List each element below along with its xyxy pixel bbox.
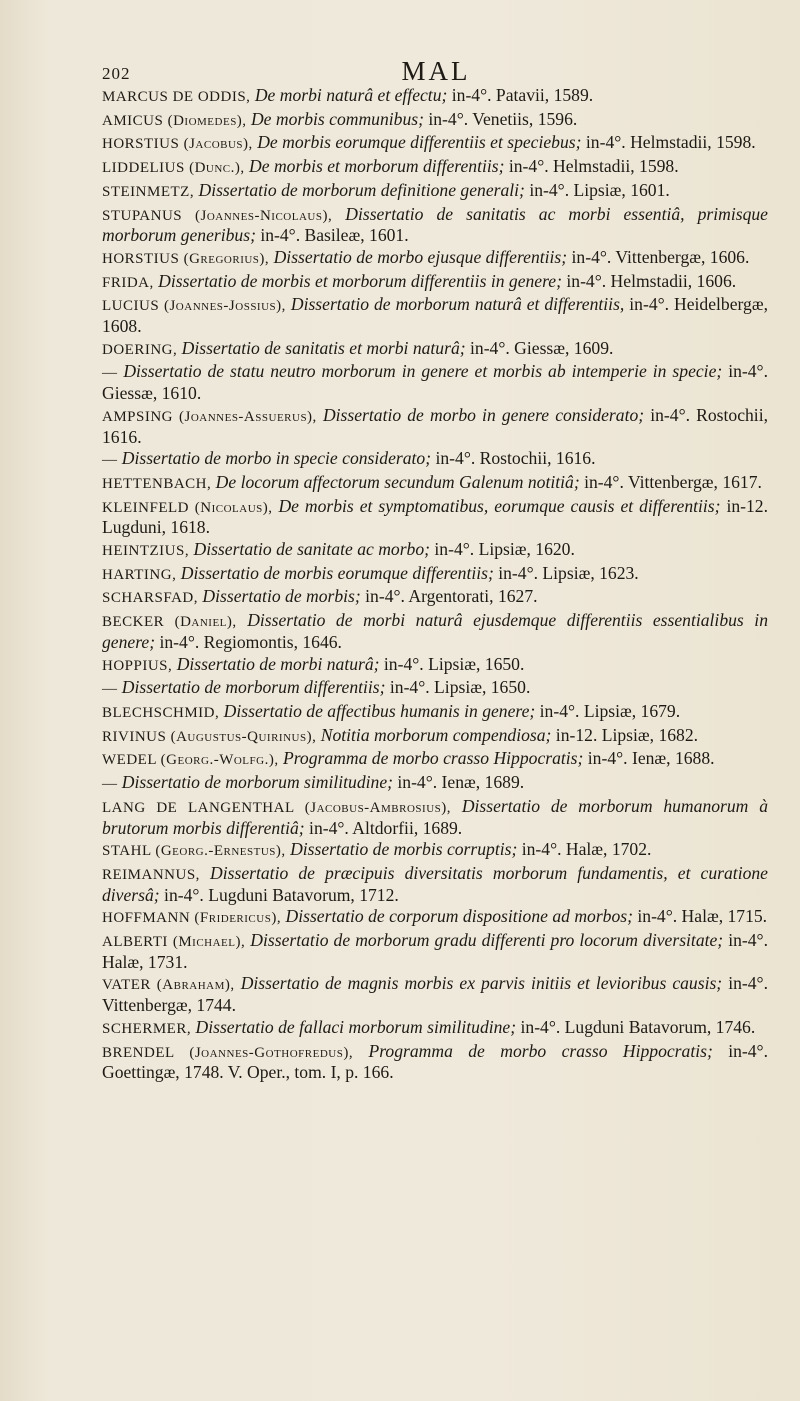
entry-title: Dissertatio de statu neutro morborum in genere et morbis ab intemperie in specie; (123, 361, 723, 382)
entry-author: MARCUS DE ODDIS, (102, 89, 251, 105)
bibliography-entry (102, 540, 768, 562)
bibliography-entry (102, 864, 768, 905)
entry-author: HOFFMANN (Fridericus), (102, 910, 282, 927)
entry-author: DOERING, (102, 341, 178, 358)
page-number: 202 (102, 64, 131, 83)
entry-title: Dissertatio de morborum naturâ et differentiis, (290, 294, 625, 315)
entry-author: STEINMETZ, (102, 183, 195, 200)
entry-author: REIMANNUS, (102, 866, 200, 883)
entry-imprint: in-4°. Ienæ, 1688. (583, 748, 715, 769)
entry-author: AMICUS (Diomedes), (102, 112, 247, 129)
entry-title: Dissertatio de morbi naturâ; (176, 653, 380, 674)
entry-imprint: in-4°. Lipsiæ, 1650. (379, 653, 525, 674)
bibliography-entry (102, 133, 768, 155)
entry-author: KLEINFELD (Nicolaus), (102, 499, 273, 516)
entry-title: Dissertatio de morborum humanorum à brutorum morbis differentiâ; (102, 795, 768, 838)
entry-imprint: in-4°. Lipsiæ, 1650. (385, 677, 531, 698)
entry-author: HEINTZIUS, (102, 543, 190, 560)
bibliography-entry (102, 473, 768, 495)
entry-imprint: in-4°. Giessæ, 1609. (465, 337, 614, 358)
entry-imprint: in-4°. Vittenbergæ, 1744. (102, 973, 768, 1016)
entry-imprint: in-4°. Basileæ, 1601. (255, 225, 409, 246)
entry-title: Dissertatio de magnis morbis ex parvis initiis et levioribus causis; (240, 973, 723, 994)
entry-imprint: in-4°. Helmstadii, 1598. (504, 156, 679, 177)
entry-imprint: in-4°. Lugduni Batavorum, 1746. (516, 1016, 756, 1037)
entry-author: RIVINUS (Augustus-Quirinus), (102, 728, 317, 745)
entry-imprint: in-4°. Helmstadii, 1606. (561, 270, 737, 291)
bibliography-entry (102, 205, 768, 246)
entry-imprint: in-4°. Heidelbergæ, 1608. (102, 294, 768, 337)
bibliography-entry (102, 110, 768, 132)
entry-imprint: in-4°. Vittenbergæ, 1606. (567, 246, 750, 267)
entry-author: — (102, 365, 124, 382)
running-head: MAL (401, 56, 471, 86)
entry-author: HARTING, (102, 566, 177, 583)
entry-title: Dissertatio de corporum dispositione ad morbos; (285, 906, 633, 927)
entry-title: De morbi naturâ et effectu; (254, 85, 448, 105)
bibliography-entry (102, 86, 768, 108)
bibliography-entry (102, 907, 768, 929)
bibliography-entry (102, 611, 768, 652)
bibliography-entry (102, 339, 768, 361)
bibliography-entry (102, 974, 768, 1015)
entry-title: Dissertatio de morbis eorumque differentiis; (180, 562, 494, 583)
entry-author: LIDDELIUS (Dunc.), (102, 160, 245, 177)
entry-author: HOPPIUS, (102, 657, 173, 674)
entry-title: Dissertatio de affectibus humanis in genere; (223, 700, 536, 721)
bibliography-entry (102, 797, 768, 838)
entry-author: AMPSING (Joannes-Assuerus), (102, 408, 317, 425)
entry-title: De locorum affectorum secundum Galenum notitiâ; (215, 471, 580, 492)
entry-author: ALBERTI (Michael), (102, 934, 246, 951)
entry-imprint: in-12. Lipsiæ, 1682. (551, 724, 699, 745)
bibliography-entry (102, 157, 768, 179)
entry-imprint: in-4°. Rostochii, 1616. (431, 448, 596, 469)
entry-author: SCHARSFAD, (102, 590, 199, 607)
entry-author: VATER (Abraham), (102, 977, 235, 994)
entry-imprint: in-4°. Altdorfii, 1689. (304, 817, 463, 838)
bibliography-entry (102, 295, 768, 336)
bibliography-entry (102, 272, 768, 294)
entry-imprint: in-4°. Argentorati, 1627. (360, 586, 538, 607)
entry-title: Dissertatio de morbis corruptis; (290, 839, 518, 860)
bibliography-entry (102, 587, 768, 609)
bibliography-entry (102, 1018, 768, 1040)
entry-imprint: in-12. Lugduni, 1618. (102, 495, 768, 538)
entry-title: Programma de morbo crasso Hippocratis; (368, 1040, 713, 1061)
bibliography-entry (102, 1042, 768, 1083)
entry-title: De morbis communibus; (250, 108, 424, 129)
entry-title: Dissertatio de sanitatis et morbi naturâ; (181, 337, 466, 358)
entry-author: BLECHSCHMID, (102, 704, 220, 721)
entry-imprint: in-4°. Halæ, 1702. (517, 839, 652, 860)
entry-title: Dissertatio de præcipuis diversitatis morborum fundamentis, et curatione diversâ; (102, 862, 768, 905)
entry-author: HETTENBACH, (102, 475, 212, 492)
bibliography-entry (102, 655, 768, 677)
entry-title: Dissertatio de morborum similitudine; (121, 772, 393, 793)
bibliography-entry (102, 702, 768, 724)
entry-imprint: in-4°. Lugduni Batavorum, 1712. (159, 884, 399, 905)
entry-title: Dissertatio de morborum definitione generali; (198, 179, 525, 200)
bibliography-entry (102, 931, 768, 972)
bibliography-entry (102, 497, 768, 538)
bibliography-entry (102, 840, 768, 862)
bibliography-entry (102, 248, 768, 270)
bibliography-entry (102, 362, 768, 403)
entry-title: Dissertatio de morbo in specie considerato; (121, 448, 432, 469)
entry-title: Dissertatio de morbo ejusque differentiis; (273, 246, 568, 267)
entry-imprint: in-4°. Vittenbergæ, 1617. (579, 471, 762, 492)
entry-imprint: in-4°. Giessæ, 1610. (102, 361, 768, 404)
entry-author: FRIDA, (102, 274, 154, 291)
entry-imprint: in-4°. Halæ, 1715. (632, 906, 768, 927)
bibliography-entry (102, 678, 768, 700)
bibliography-entry (102, 773, 768, 795)
bibliography-list (102, 86, 768, 1085)
entry-title: De morbis et symptomatibus, eorumque causis et differentiis; (278, 495, 721, 516)
entry-imprint: in-4°. Halæ, 1731. (102, 930, 768, 972)
entry-title: Notitia morborum compendiosa; (320, 724, 552, 745)
entry-title: Dissertatio de morbis et morborum differentiis in genere; (158, 270, 562, 291)
entry-imprint: in-4°. Helmstadii, 1598. (581, 132, 756, 153)
entry-title: Dissertatio de morbo in genere considerato; (322, 404, 645, 425)
entry-imprint: in-4°. Rostochii, 1616. (102, 404, 768, 447)
entry-title: Dissertatio de sanitatis ac morbi essentiâ, primisque morborum generibus; (102, 203, 768, 246)
bibliography-entry (102, 181, 768, 203)
entry-author: STAHL (Georg.-Ernestus), (102, 843, 286, 860)
entry-imprint: in-4°. Lipsiæ, 1601. (524, 179, 670, 200)
entry-imprint: in-4°. Lipsiæ, 1623. (493, 562, 639, 583)
entry-author: — (102, 452, 122, 469)
entry-imprint: in-4°. Ienæ, 1689. (392, 772, 525, 793)
entry-imprint: in-4°. Venetiis, 1596. (423, 108, 578, 129)
entry-imprint: in-4°. Regiomontis, 1646. (155, 631, 342, 652)
entry-imprint: in-4°. Lipsiæ, 1620. (430, 539, 575, 560)
entry-author: WEDEL (Georg.-Wolfg.), (102, 752, 279, 769)
entry-title: Dissertatio de morborum gradu differenti pro locorum diversitate; (250, 930, 724, 951)
entry-author: BRENDEL (Joannes-Gothofredus), (102, 1044, 354, 1061)
entry-author: STUPANUS (Joannes-Nicolaus), (102, 207, 333, 224)
entry-title: Dissertatio de morbis; (202, 586, 361, 607)
entry-title: De morbis et morborum differentiis; (249, 156, 505, 177)
entry-title: Programma de morbo crasso Hippocratis; (282, 748, 584, 769)
entry-author: — (102, 776, 122, 793)
entry-title: Dissertatio de sanitate ac morbo; (193, 539, 431, 560)
bibliography-entry (102, 449, 768, 471)
entry-title: Dissertatio de fallaci morborum similitudine; (195, 1016, 517, 1037)
entry-author: — (102, 681, 122, 698)
entry-imprint: in-4°. Lipsiæ, 1679. (535, 700, 681, 721)
entry-imprint: in-4°. Patavii, 1589. (447, 85, 594, 105)
entry-author: HORSTIUS (Gregorius), (102, 250, 270, 267)
bibliography-entry (102, 749, 768, 771)
bibliography-entry (102, 564, 768, 586)
entry-author: SCHERMER, (102, 1020, 192, 1037)
entry-imprint: in-4°. Goettingæ, 1748. V. Oper., tom. I, p. 166. (102, 1040, 768, 1083)
bibliography-entry (102, 726, 768, 748)
bibliography-entry (102, 406, 768, 447)
entry-author: HORSTIUS (Jacobus), (102, 136, 253, 153)
entry-author: BECKER (Daniel), (102, 614, 237, 631)
entry-author: LANG DE LANGENTHAL (Jacobus-Ambrosius), (102, 799, 451, 816)
entry-title: Dissertatio de morborum differentiis; (121, 677, 386, 698)
entry-title: Dissertatio de morbi naturâ ejusdemque differentiis essentialibus in genere; (102, 610, 768, 652)
entry-title: De morbis eorumque differentiis et speciebus; (257, 132, 582, 153)
entry-author: LUCIUS (Joannes-Jossius), (102, 298, 286, 315)
